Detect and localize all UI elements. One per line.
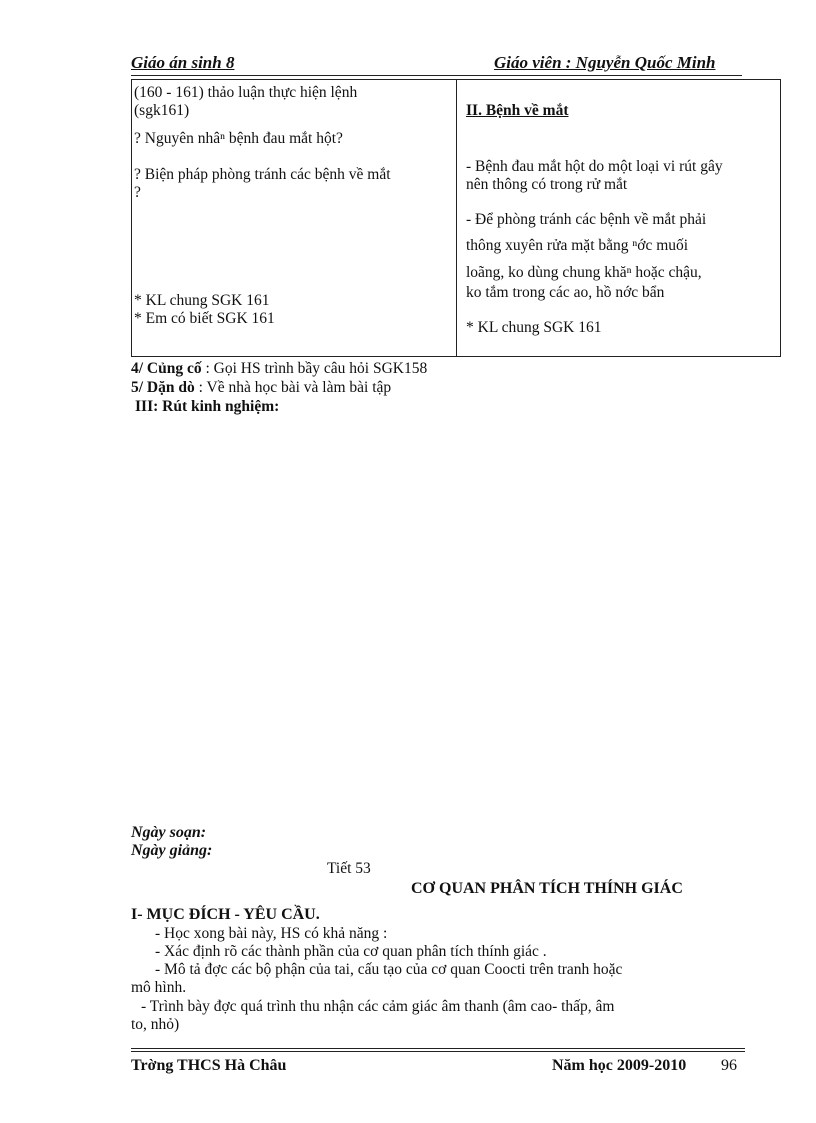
right-title: II. Bệnh về mắt	[466, 102, 569, 119]
footer-year: Năm học 2009-2010	[552, 1057, 687, 1074]
footer-divider-top	[131, 1048, 745, 1049]
objective-1: - Học xong bài này, HS có khả năng :	[155, 925, 388, 942]
table-column-divider	[456, 80, 457, 356]
objective-2: - Xác định rõ các thành phần của cơ quan phân tích thính giác .	[155, 943, 547, 960]
content-table	[131, 79, 781, 357]
objective-4: - Trình bày đợc quá trình thu nhận các cảm giác âm thanh (âm cao- thấp, âm	[141, 998, 615, 1015]
lesson-title: CƠ QUAN PHÂN TÍCH THÍNH GIÁC	[411, 880, 683, 897]
answer-prevention-4: ko tắm trong các ao, hồ nớc bẩn	[466, 284, 665, 301]
question-cause: ? Nguyên nhâⁿ bệnh đau mắt hột?	[134, 130, 343, 147]
right-kl-chung: * KL chung SGK 161	[466, 319, 602, 336]
objective-4-cont: to, nhỏ)	[131, 1016, 180, 1033]
objective-3-cont: mô hình.	[131, 979, 187, 996]
left-line-1: (160 - 161) thảo luận thực hiện lệnh	[134, 84, 358, 101]
footer-school: Trờng THCS Hà Châu	[131, 1057, 287, 1074]
section-heading: I- MỤC ĐÍCH - YÊU CẦU.	[131, 906, 320, 923]
footer-divider-bottom	[131, 1051, 745, 1052]
dan-do-label: 5/ Dặn dò	[131, 379, 195, 396]
rut-kinh-nghiem: III: Rút kinh nghiệm:	[135, 398, 280, 415]
footer-page-number: 96	[721, 1057, 737, 1074]
question-prevention-end: ?	[134, 184, 141, 201]
answer-cause-2: nên thông có trong rử mắt	[466, 176, 628, 193]
header-divider	[131, 75, 742, 76]
answer-prevention-2: thông xuyên rửa mặt bằng ⁿớc muối	[466, 237, 689, 254]
left-em-co-biet: * Em có biết SGK 161	[134, 310, 275, 327]
answer-prevention-3: loãng, ko dùng chung khăⁿ hoặc chậu,	[466, 264, 702, 281]
objective-3: - Mô tả đợc các bộ phận của tai, cấu tạo của cơ quan Coocti trên tranh hoặc	[155, 961, 623, 978]
cung-co-line	[131, 360, 427, 378]
answer-prevention-1: - Để phòng tránh các bệnh về mắt phải	[466, 211, 707, 228]
left-line-2: (sgk161)	[134, 102, 190, 119]
header-right: Giáo viên : Nguyễn Quốc Minh	[494, 53, 716, 72]
cung-co-label: 4/ Củng cố	[131, 360, 202, 377]
cung-co-text: : Gọi HS trình bầy câu hỏi SGK158	[201, 360, 428, 377]
question-prevention: ? Biện pháp phòng tránh các bệnh về mắt	[134, 166, 391, 183]
ngay-giang: Ngày giảng:	[131, 842, 213, 859]
left-kl-chung: * KL chung SGK 161	[134, 292, 270, 309]
answer-cause-1: - Bệnh đau mắt hột do một loại vi rút gây	[466, 158, 723, 175]
ngay-soan: Ngày soạn:	[131, 824, 207, 841]
dan-do-text: : Về nhà học bài và làm bài tập	[194, 379, 392, 396]
dan-do-line	[131, 379, 391, 397]
lesson-number: Tiết 53	[327, 860, 371, 877]
header-left: Giáo án sinh 8	[131, 53, 235, 72]
